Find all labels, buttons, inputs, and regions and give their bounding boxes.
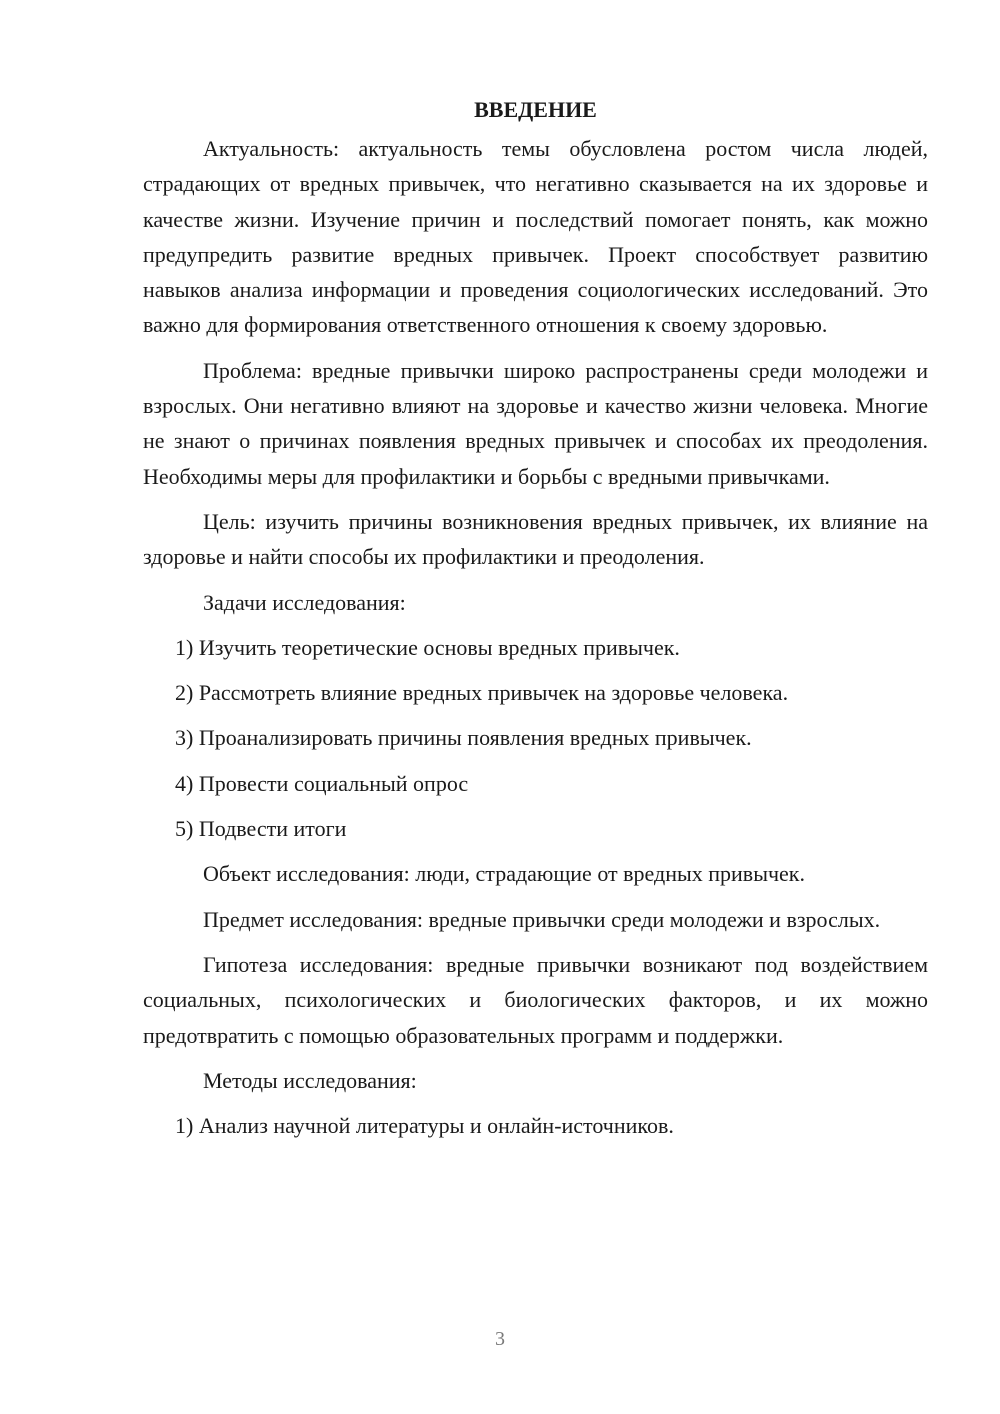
- goal-paragraph: Цель: изучить причины возникновения вредных привычек, их влияние на здоровье и найти способы их профилактики и преодоления.: [143, 508, 928, 570]
- section-title: ВВЕДЕНИЕ: [474, 97, 597, 122]
- tasks-heading: Задачи исследования:: [203, 589, 406, 615]
- method-item-1: 1) Анализ научной литературы и онлайн-источников.: [175, 1113, 674, 1139]
- task-item-3: 3) Проанализировать причины появления вредных привычек.: [175, 725, 752, 751]
- task-item-1: 1) Изучить теоретические основы вредных привычек.: [175, 634, 680, 660]
- task-item-4: 4) Провести социальный опрос: [175, 770, 469, 796]
- problem-paragraph: Проблема: вредные привычки широко распространены среди молодежи и взрослых. Они негативно влияют на здоровье и качество жизни человека. Многие не знают о причинах появления вредных привычек и способах их преодоления. Необходимы меры для профилактики и борьбы с вредными привычками.: [143, 357, 928, 489]
- hypothesis-paragraph: Гипотеза исследования: вредные привычки возникают под воздействием социальных, психологических и биологических факторов, и их можно предотвратить с помощью образовательных программ и поддержки.: [143, 951, 928, 1048]
- subject-paragraph: Предмет исследования: вредные привычки среди молодежи и взрослых.: [203, 906, 881, 932]
- object-paragraph: Объект исследования: люди, страдающие от вредных привычек.: [203, 861, 805, 887]
- task-item-5: 5) Подвести итоги: [175, 816, 347, 842]
- relevance-paragraph: Актуальность: актуальность темы обусловлена ростом числа людей, страдающих от вредных привычек, что негативно сказывается на их здоровье и качестве жизни. Изучение причин и последствий помогает понять, как можно предупредить развитие вредных привычек. Проект способствует развитию навыков анализа информации и проведения социологических исследований. Это важно для формирования ответственного отношения к своему здоровью.: [143, 136, 928, 338]
- task-item-2: 2) Рассмотреть влияние вредных привычек на здоровье человека.: [175, 680, 789, 706]
- document-page: [143, 92, 928, 1153]
- methods-heading: Методы исследования:: [203, 1067, 417, 1093]
- methods-list: [143, 1108, 928, 1143]
- tasks-list: [143, 630, 928, 846]
- page-number: 3: [495, 1328, 505, 1350]
